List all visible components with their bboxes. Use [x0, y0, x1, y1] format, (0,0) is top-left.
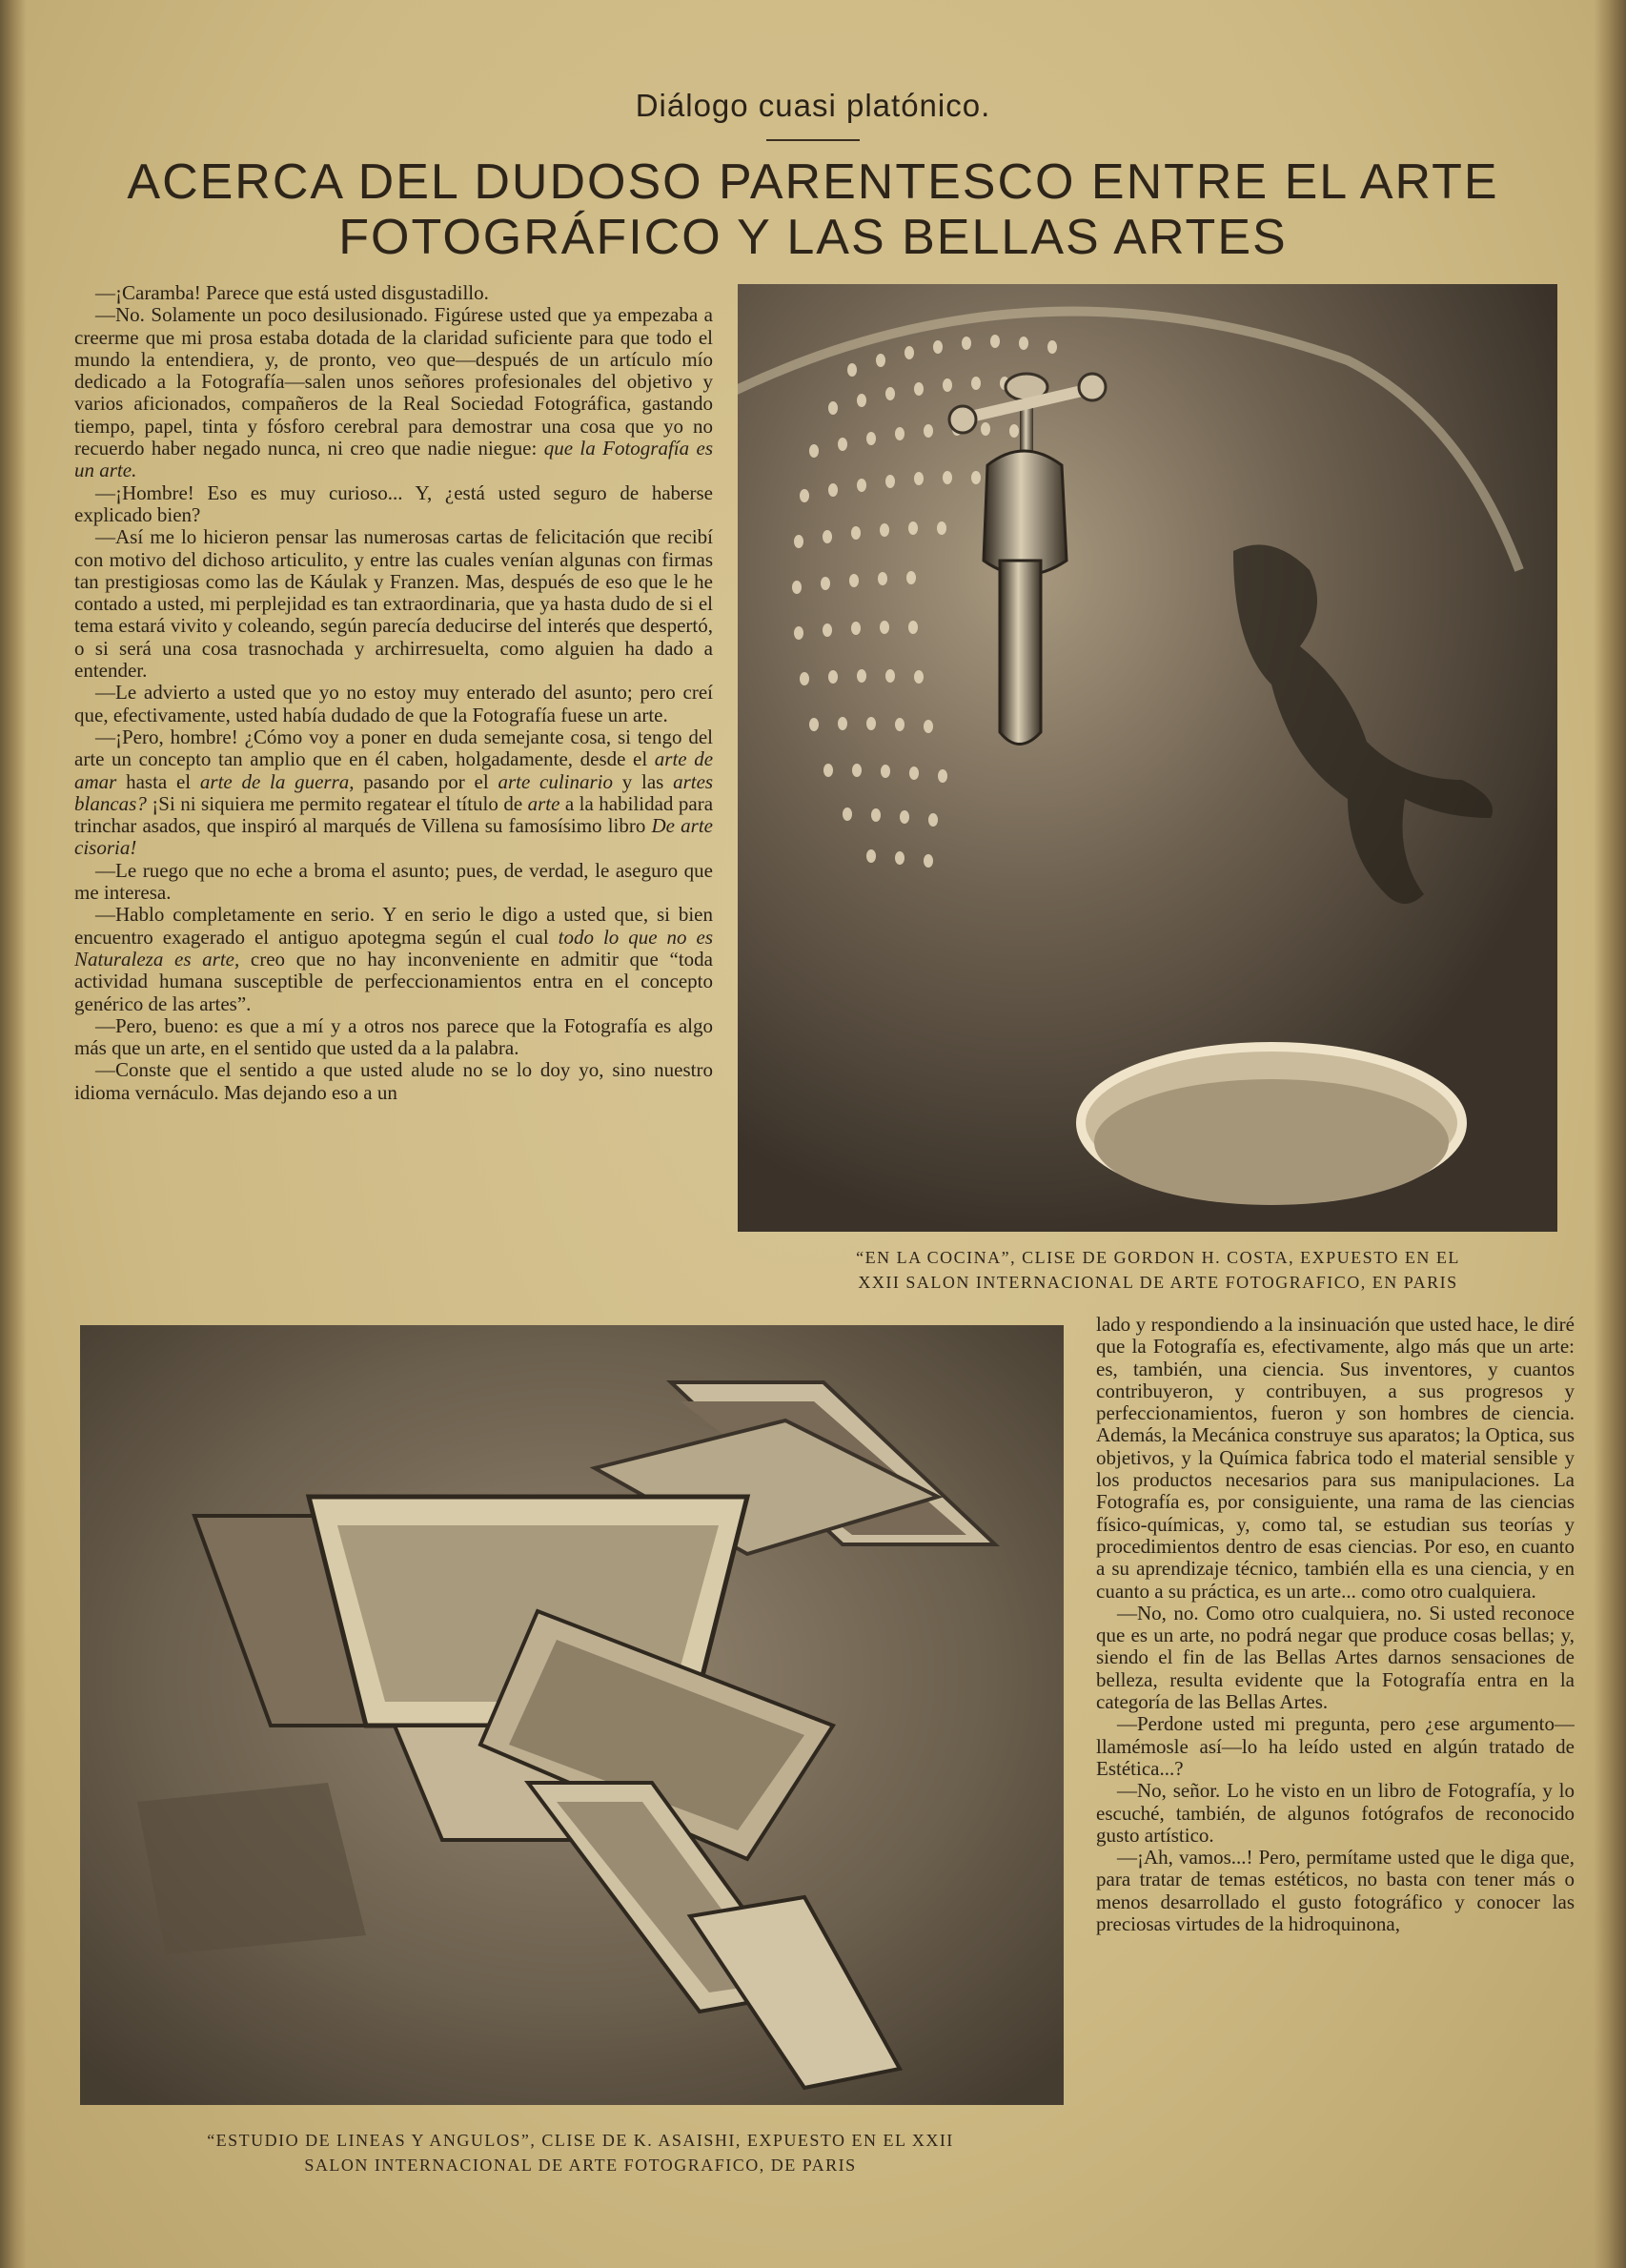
- faucet-colander-illustration: [738, 284, 1557, 1232]
- headline-line-1: ACERCA DEL DUDOSO PARENTESCO ENTRE EL ARTE: [127, 154, 1499, 210]
- paragraph: —Perdone usted mi pregunta, pero ¿ese argumento—llamémosle así—lo ha leído usted en algún tratado de Estética...?: [1096, 1712, 1575, 1780]
- paragraph: —Hablo completamente en serio. Y en serio le digo a usted que, si bien encuentro exagerado el antiguo apotegma según el cual todo lo que no es Naturaleza es arte, creo que no hay inconveniente en admitir que “toda actividad humana susceptible de perfeccionamientos entra en el concepto genérico de las artes”.: [74, 903, 713, 1015]
- paragraph: —Conste que el sentido a que usted alude no se lo doy yo, sino nuestro idioma vernáculo. Mas dejando eso a un: [74, 1058, 713, 1104]
- article-headline: [57, 154, 1569, 265]
- paragraph: —Así me lo hicieron pensar las numerosas cartas de felicitación que recibí con motivo del dichoso articulito, y entre las cuales venían algunas con firmas tan prestigiosas como las de Káulak y Franzen. Mas, después de eso que le he contado a usted, mi perplejidad es tan extraordinaria, que ya hasta dudo de si el tema estará vivito y coleando, según parecía deducirse del interés que despertó, o si será una cosa trasnochada y archirresuelta, como alguien ha dado a entender.: [74, 525, 713, 683]
- caption-en-la-cocina: [762, 1245, 1554, 1295]
- caption-line-1: “ESTUDIO DE LINEAS Y ANGULOS”, CLISE DE K. ASAISHI, EXPUESTO EN EL XXII: [207, 2131, 954, 2150]
- tray-shadow: [137, 1783, 366, 1954]
- caption-estudio-de-lineas: [80, 2128, 1081, 2177]
- right-text-column: [1096, 1314, 1575, 2181]
- page-edge-left: [0, 0, 27, 2268]
- paragraph: lado y respondiendo a la insinuación que usted hace, le diré que la Fotografía es, efectivamente, algo más que un arte: es, también, una ciencia. Sus inventores, y cuantos contribuyeron, y contribuyen, a sus progresos y perfeccionamientos, fueron y son hombres de ciencia. Además, la Mecánica construye sus aparatos; la Optica, sus objetivos, y la Química fabrica todo el material sensible y los productos necesarios para sus manipulaciones. La Fotografía es, por consiguiente, una rama de las ciencias físico-químicas, y, como tal, se estudian sus teorías y procedimientos dentro de esas ciencias. Por eso, en cuanto a su aprendizaje técnico, también ella es una ciencia, y en cuanto a su práctica, es un arte... como otro cualquiera.: [1096, 1314, 1575, 1603]
- paragraph: —Le ruego que no eche a broma el asunto; pues, de verdad, le aseguro que me interesa.: [74, 858, 713, 905]
- kicker-divider: [766, 139, 860, 141]
- article-kicker: Diálogo cuasi platónico.: [635, 88, 991, 123]
- pot-interior: [1094, 1079, 1449, 1205]
- caption-line-2: SALON INTERNACIONAL DE ARTE FOTOGRAFICO, DE PARIS: [304, 2156, 857, 2175]
- paragraph: —¡Hombre! Eso es muy curioso... Y, ¿está usted seguro de haberse explicado bien?: [74, 480, 713, 526]
- caption-line-1: “EN LA COCINA”, CLISE DE GORDON H. COSTA, EXPUESTO EN EL: [856, 1248, 1460, 1267]
- headline-line-2: FOTOGRÁFICO Y LAS BELLAS ARTES: [338, 210, 1288, 265]
- paragraph: —¡Ah, vamos...! Pero, permítame usted que le diga que, para tratar de temas estéticos, no basta con tener más o menos desarrollado el gusto fotográfico y conocer las preciosas virtudes de la hidroquinona,: [1096, 1846, 1575, 1936]
- caption-line-2: XXII SALON INTERNACIONAL DE ARTE FOTOGRAFICO, EN PARIS: [858, 1273, 1458, 1292]
- page-edge-right: [1594, 0, 1626, 2268]
- photo-estudio-de-lineas: [80, 1325, 1064, 2105]
- stacked-trays-illustration: [80, 1325, 1064, 2105]
- paragraph: —No, señor. Lo he visto en un libro de Fotografía, y lo escuché, también, de algunos fotógrafos de reconocido gusto artístico.: [1096, 1779, 1575, 1847]
- left-text-column: [74, 282, 713, 1293]
- paragraph: —Pero, bueno: es que a mí y a otros nos parece que la Fotografía es algo más que un arte, en el sentido que usted da a la palabra.: [74, 1013, 713, 1060]
- paragraph: —No, no. Como otro cualquiera, no. Si usted reconoce que es un arte, no podrá negar que produce cosas bellas; y, siendo el fin de las Bellas Artes darnos sensaciones de belleza, resulta evidente que la Fotografía entra en la categoría de las Bellas Artes.: [1096, 1601, 1575, 1714]
- paragraph: —¡Caramba! Parece que está usted disgustadillo.: [95, 282, 489, 304]
- paragraph: —Le advierto a usted que yo no estoy muy enterado del asunto; pero creí que, efectivamente, usted había dudado de que la Fotografía fuese un arte.: [74, 681, 713, 726]
- photo-en-la-cocina: [738, 284, 1557, 1232]
- paragraph: —No. Solamente un poco desilusionado. Figúrese usted que ya empezaba a creerme que mi prosa estaba dotada de la claridad suficiente para que todo el mundo la entendiera, y, de pronto, veo que—después de un artículo mío dedicado a la Fotografía—salen unos señores profesionales del objetivo y varios aficionados, compañeros de la Real Sociedad Fotográfica, gastando tiempo, papel, tinta y fósforo cerebral para demostrar una cosa que yo no recuerdo haber negado nunca, ni creo que nadie niegue: que la Fotografía es un arte.: [74, 303, 713, 482]
- paragraph: —¡Pero, hombre! ¿Cómo voy a poner en duda semejante cosa, si tengo del arte un concepto tan amplio que en él caben, holgadamente, desde el arte de amar hasta el arte de la guerra, pasando por el arte culinario y las artes blancas? ¡Si ni siquiera me permito regatear el título de arte a la habilidad para trinchar asados, que inspiró al marqués de Villena su famosísimo libro De arte cisoria!: [74, 725, 713, 860]
